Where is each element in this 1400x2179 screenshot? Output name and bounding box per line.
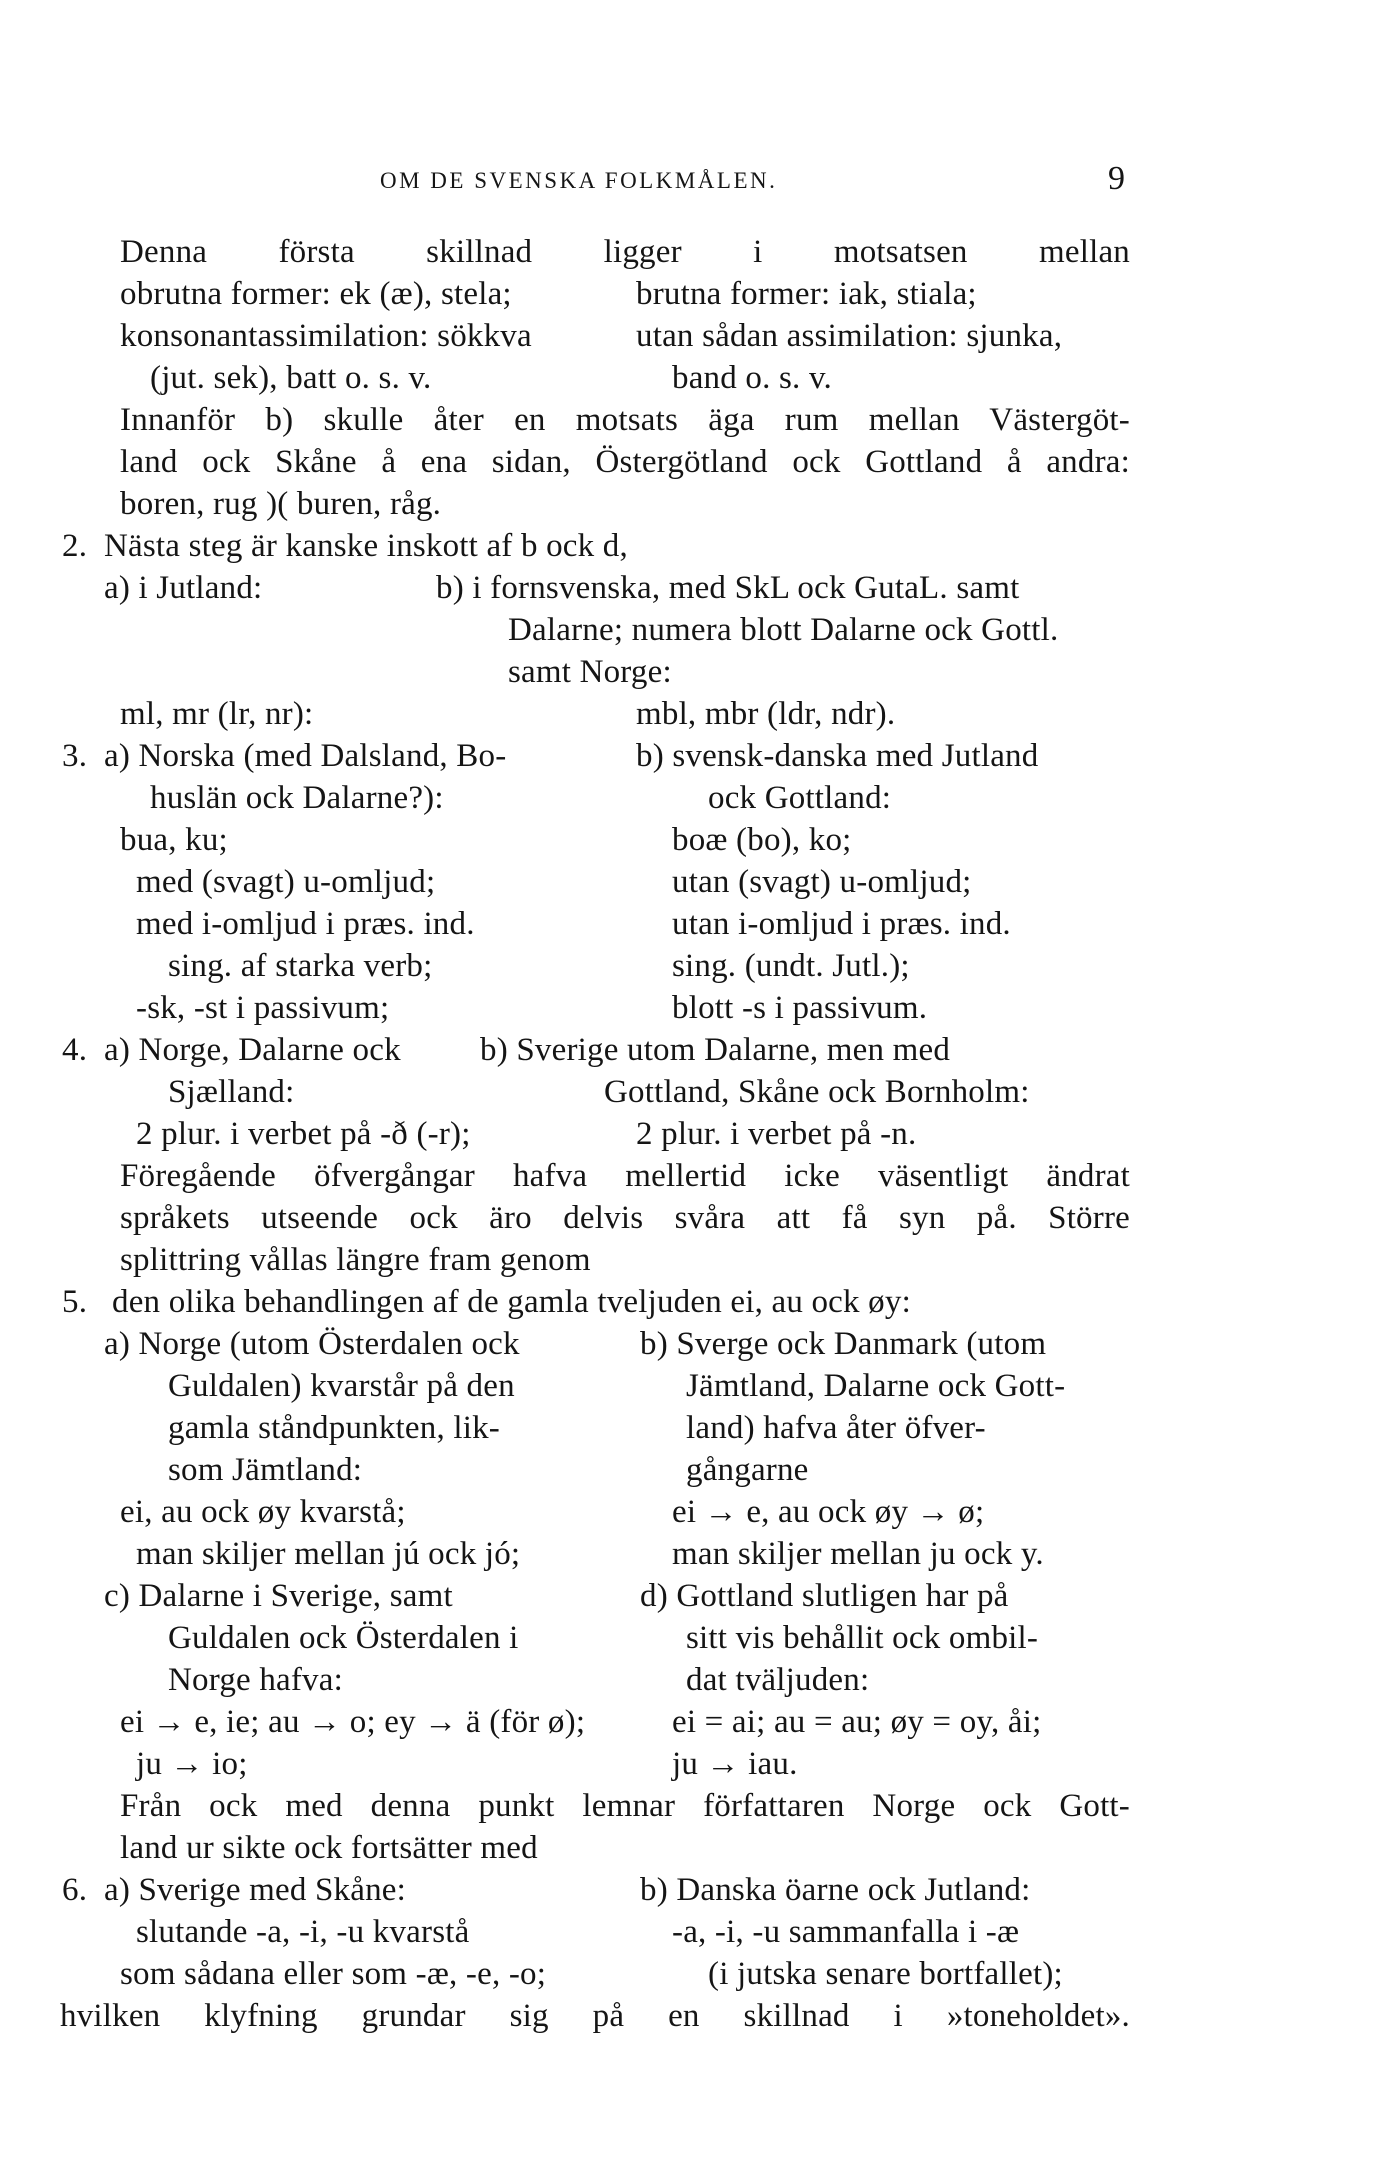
text-line: 4. (62, 1032, 88, 1068)
text-line: blott -s i passivum. (672, 990, 928, 1026)
text-line: Dalarne; numera blott Dalarne ock Gottl. (508, 612, 1059, 648)
text-line: sitt vis behållit ock ombil- (686, 1620, 1039, 1656)
text-line: Från ock med denna punkt lemnar författaren Norge ock Gott- (120, 1788, 1130, 1824)
text-line: Nästa steg är kanske inskott af b ock d, (104, 528, 628, 564)
text-line: ml, mr (lr, nr): (120, 696, 314, 732)
text-line: 6. (62, 1872, 88, 1908)
text-line: land ock Skåne å ena sidan, Östergötland ock Gottland å andra: (120, 444, 1130, 480)
text-line: med (svagt) u-omljud; (136, 864, 436, 900)
text-line: b) Sverige utom Dalarne, men med (480, 1032, 951, 1068)
text-line: ei → e, au ock øy → ø; (672, 1494, 985, 1530)
text-line: Föregående öfvergångar hafva mellertid icke väsentligt ändrat (120, 1158, 1130, 1194)
text-line: -a, -i, -u sammanfalla i -æ (672, 1914, 1020, 1950)
text-line: konsonantassimilation: sökkva (120, 318, 532, 354)
text-line: utan (svagt) u-omljud; (672, 864, 972, 900)
text-line: a) Norska (med Dalsland, Bo- (104, 738, 507, 774)
text-line: dat tväljuden: (686, 1662, 870, 1698)
text-line: man skiljer mellan jú ock jó; (136, 1536, 521, 1572)
text-line: ei = ai; au = au; øy = oy, åi; (672, 1704, 1042, 1740)
text-line: mbl, mbr (ldr, ndr). (636, 696, 896, 732)
text-line: ju → iau. (672, 1746, 798, 1782)
text-line: 2 plur. i verbet på -n. (636, 1116, 917, 1152)
running-header: OM DE SVENSKA FOLKMÅLEN. (380, 168, 778, 193)
text-line: 5. (62, 1284, 88, 1320)
text-line: (i jutska senare bortfallet); (708, 1956, 1063, 1992)
text-line: ock Gottland: (708, 780, 892, 816)
text-line: land ur sikte ock fortsätter med (120, 1830, 538, 1866)
text-line: ei, au ock øy kvarstå; (120, 1494, 406, 1530)
text-line: 2 plur. i verbet på -ð (-r); (136, 1116, 471, 1152)
text-line: obrutna former: ek (æ), stela; (120, 276, 512, 312)
text-line: sing. af starka verb; (168, 948, 433, 984)
text-line: boren, rug )( buren, råg. (120, 486, 442, 522)
text-line: Guldalen ock Österdalen i (168, 1620, 519, 1656)
text-line: med i-omljud i præs. ind. (136, 906, 475, 942)
text-line: Norge hafva: (168, 1662, 343, 1698)
text-line: gamla ståndpunkten, lik- (168, 1410, 500, 1446)
text-line: b) Sverge ock Danmark (utom (640, 1326, 1047, 1362)
text-line: samt Norge: (508, 654, 672, 690)
text-line: b) svensk-danska med Jutland (636, 738, 1039, 774)
text-line: brutna former: iak, stiala; (636, 276, 977, 312)
text-line: splittring vållas längre fram genom (120, 1242, 591, 1278)
text-line: a) i Jutland: (104, 570, 263, 606)
text-line: utan sådan assimilation: sjunka, (636, 318, 1063, 354)
text-line: Jämtland, Dalarne ock Gott- (686, 1368, 1066, 1404)
text-line: band o. s. v. (672, 360, 832, 396)
text-line: 3. (62, 738, 88, 774)
text-line: slutande -a, -i, -u kvarstå (136, 1914, 470, 1950)
text-line: Gottland, Skåne ock Bornholm: (604, 1074, 1030, 1110)
text-line: språkets utseende ock äro delvis svåra att få syn på. Större (120, 1200, 1130, 1236)
text-line: boæ (bo), ko; (672, 822, 852, 858)
text-line: utan i-omljud i præs. ind. (672, 906, 1011, 942)
text-line: som sådana eller som -æ, -e, -o; (120, 1956, 547, 1992)
text-line: bua, ku; (120, 822, 228, 858)
text-line: b) Danska öarne ock Jutland: (640, 1872, 1031, 1908)
text-line: b) i fornsvenska, med SkL ock GutaL. samt (436, 570, 1020, 606)
text-line: 2. (62, 528, 88, 564)
text-line: a) Sverige med Skåne: (104, 1872, 407, 1908)
text-line: man skiljer mellan ju ock y. (672, 1536, 1044, 1572)
text-line: -sk, -st i passivum; (136, 990, 390, 1026)
text-line: Guldalen) kvarstår på den (168, 1368, 515, 1404)
text-line: land) hafva åter öfver- (686, 1410, 986, 1446)
page-number: 9 (1108, 160, 1125, 197)
text-line: (jut. sek), batt o. s. v. (150, 360, 432, 396)
text-line: Innanför b) skulle åter en motsats äga rum mellan Västergöt- (120, 402, 1130, 438)
text-line: huslän ock Dalarne?): (150, 780, 444, 816)
text-line: a) Norge (utom Österdalen ock (104, 1326, 520, 1362)
text-line: hvilken klyfning grundar sig på en skillnad i »toneholdet». (60, 1998, 1130, 2034)
text-line: d) Gottland slutligen har på (640, 1578, 1009, 1614)
text-line: c) Dalarne i Sverige, samt (104, 1578, 453, 1614)
text-line: Denna första skillnad ligger i motsatsen mellan (120, 234, 1130, 270)
text-line: Sjælland: (168, 1074, 295, 1110)
text-line: a) Norge, Dalarne ock (104, 1032, 401, 1068)
text-line: gångarne (686, 1452, 809, 1488)
text-line: den olika behandlingen af de gamla tveljuden ei, au ock øy: (112, 1284, 911, 1320)
text-line: ei → e, ie; au → o; ey → ä (för ø); (120, 1704, 586, 1740)
text-line: sing. (undt. Jutl.); (672, 948, 910, 984)
text-line: ju → io; (136, 1746, 248, 1782)
text-line: som Jämtland: (168, 1452, 363, 1488)
